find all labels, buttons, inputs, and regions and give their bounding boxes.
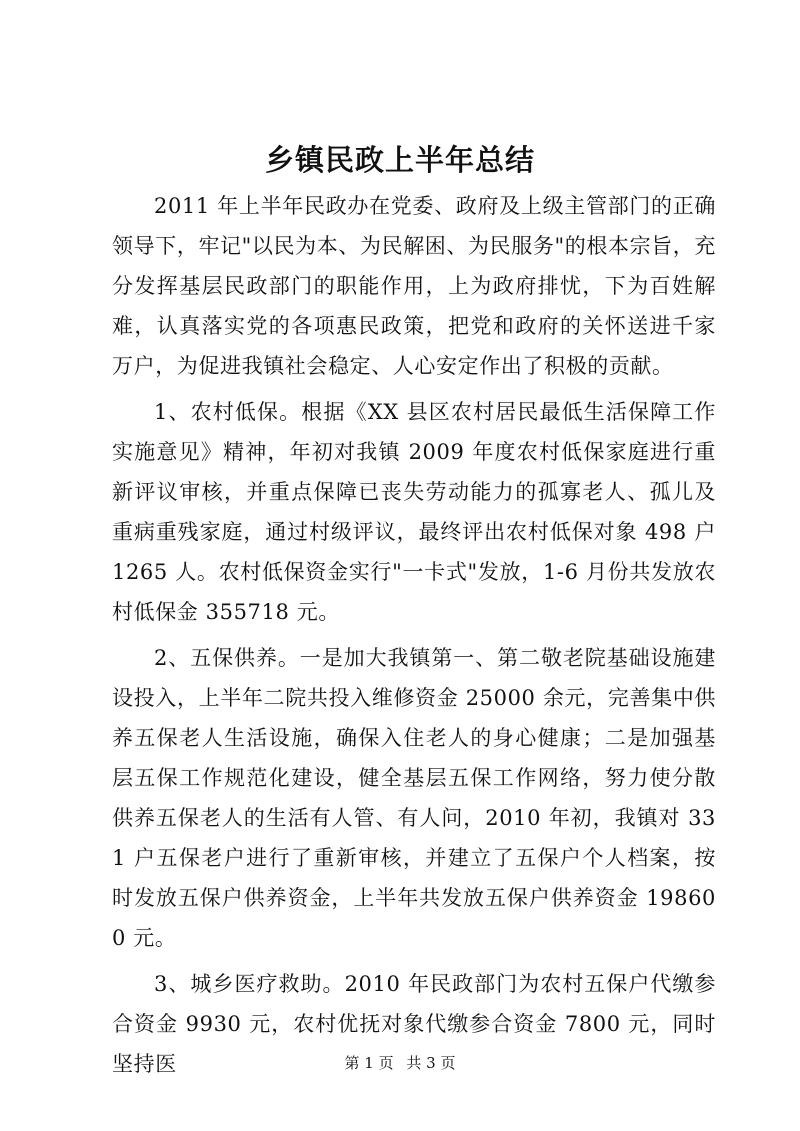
page-title: 乡镇民政上半年总结 [264,143,535,177]
paragraph-medical-assistance: 3、城乡医疗救助。2010 年民政部门为农村五保户代缴参合资金 9930 元，农村优抚对象代缴参合资金 7800 元，同时坚持医 [112,972,716,1076]
page-number: 第 1 页 [344,1054,394,1072]
paragraph-rural-subsistence: 1、农村低保。根据《XX 县区农村居民最低生活保障工作实施意见》精神，年初对我镇 2009 年度农村低保家庭进行重新评议审核，并重点保障已丧失劳动能力的孤寡老人、孤儿及重病重残家庭，通过村级评议，最终评出农村低保对象 498 户 1265 人。农村低保资金实行"一卡式"发放，1-6 月份共发放农村低保金 355718 元。 [112,400,716,624]
page-total: 共 3 页 [406,1054,456,1072]
paragraph-intro: 2011 年上半年民政办在党委、政府及上级主管部门的正确领导下，牢记"以民为本、为民解困、为民服务"的根本宗旨，充分发挥基层民政部门的职能作用，上为政府排忧，下为百姓解难，认真落实党的各项惠民政策，把党和政府的关怀送进千家万户，为促进我镇社会稳定、人心安定作出了积极的贡献。 [112,194,716,378]
page-footer [0,1052,800,1074]
document-body [112,186,716,1084]
paragraph-five-guarantees: 2、五保供养。一是加大我镇第一、第二敬老院基础设施建设投入，上半年二院共投入维修资金 25000 余元，完善集中供养五保老人生活设施，确保入住老人的身心健康；二是加强基层五保工作规范化建设，健全基层五保工作网络，努力使分散供养五保老人的生活有人管、有人问，2010 年初，我镇对 331 户五保老户进行了重新审核，并建立了五保户个人档案，按时发放五保户供养资金，上半年共发放五保户供养资金 198600 元。 [112,646,716,950]
